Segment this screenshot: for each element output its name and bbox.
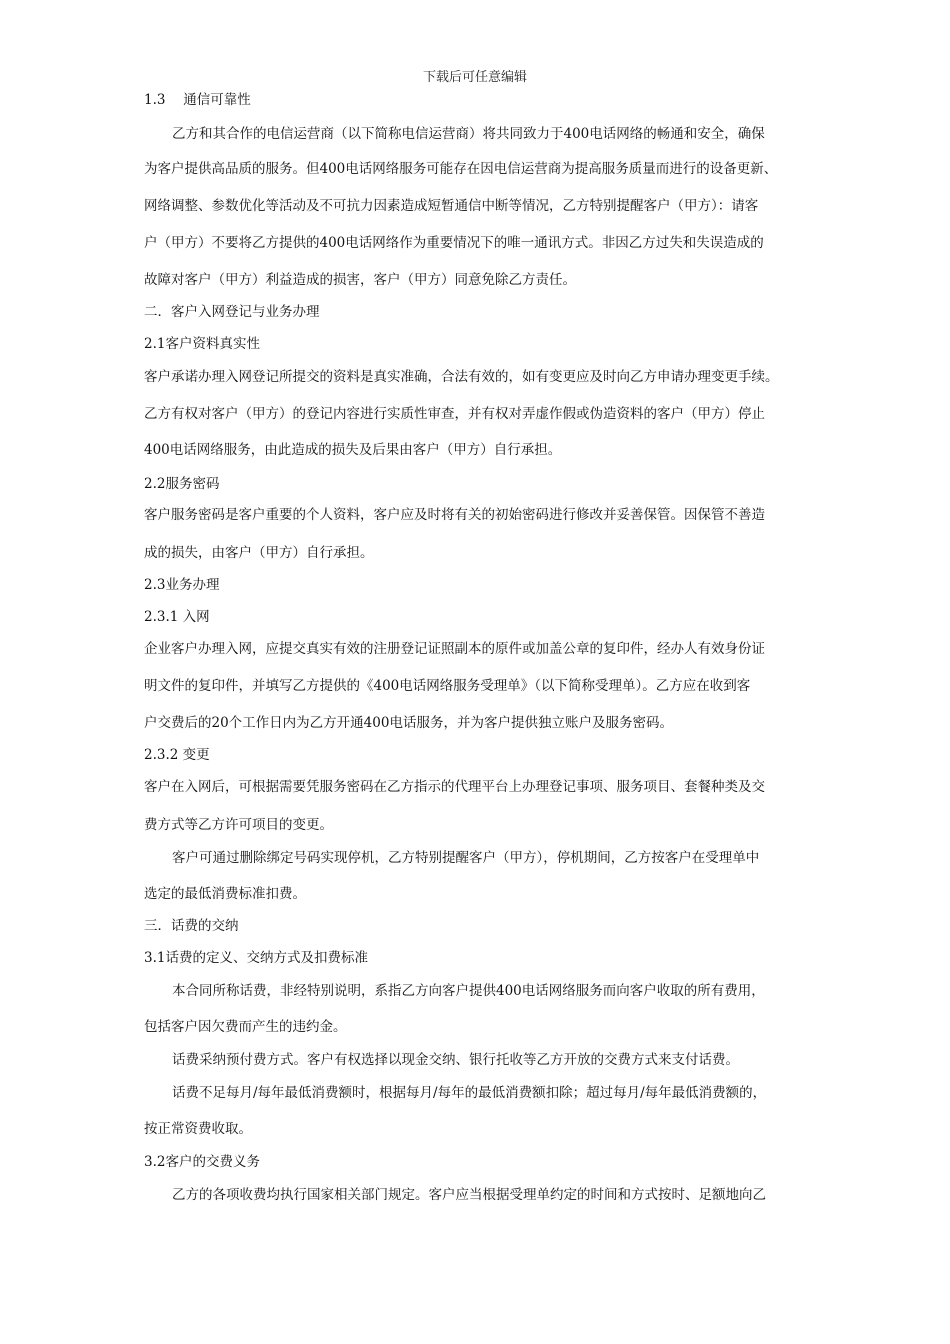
section-heading: 1.3 通信可靠性	[144, 92, 251, 108]
paragraph-line: 明文件的复印件，并填写乙方提供的《400电话网络服务受理单》（以下简称受理单）。乙方应在收到客	[144, 678, 751, 694]
paragraph-line: 户（甲方）不要将乙方提供的400电话网络作为重要情况下的唯一通讯方式。非因乙方过失和失误造成的	[144, 235, 764, 251]
paragraph-line: 选定的最低消费标准扣费。	[144, 886, 306, 902]
paragraph-line: 为客户提供高品质的服务。但400电话网络服务可能存在因电信运营商为提高服务质量而进行的设备更新、	[144, 161, 778, 177]
paragraph-line: 乙方和其合作的电信运营商（以下简称电信运营商）将共同致力于400电话网络的畅通和安全，确保	[172, 126, 765, 142]
section-heading: 2.2服务密码	[144, 476, 220, 492]
paragraph-line: 话费采纳预付费方式。客户有权选择以现金交纳、银行托收等乙方开放的交费方式来支付话费。	[172, 1052, 739, 1068]
section-heading: 二．客户入网登记与业务办理	[144, 304, 320, 320]
section-heading: 2.1客户资料真实性	[144, 336, 260, 352]
paragraph-line: 乙方有权对客户（甲方）的登记内容进行实质性审查，并有权对弄虚作假或伪造资料的客户（甲方）停止	[144, 406, 765, 422]
section-heading: 2.3业务办理	[144, 577, 220, 593]
paragraph-line: 网络调整、参数优化等活动及不可抗力因素造成短暂通信中断等情况，乙方特别提醒客户（甲方）：请客	[144, 198, 759, 214]
paragraph-line: 客户服务密码是客户重要的个人资料，客户应及时将有关的初始密码进行修改并妥善保管。因保管不善造	[144, 507, 765, 523]
paragraph-line: 话费不足每月/每年最低消费额时，根据每月/每年的最低消费额扣除；超过每月/每年最低消费额的，	[172, 1085, 767, 1101]
section-heading: 2.3.1 入网	[144, 609, 210, 625]
section-heading: 3.1话费的定义、交纳方式及扣费标准	[144, 950, 368, 966]
paragraph-line: 户交费后的20个工作日内为乙方开通400电话服务，并为客户提供独立账户及服务密码。	[144, 715, 673, 731]
paragraph-line: 企业客户办理入网，应提交真实有效的注册登记证照副本的原件或加盖公章的复印件，经办人有效身份证	[144, 641, 765, 657]
section-heading: 2.3.2 变更	[144, 747, 210, 763]
section-heading: 三．话费的交纳	[144, 918, 239, 934]
paragraph-line: 费方式等乙方许可项目的变更。	[144, 817, 333, 833]
paragraph-line: 客户承诺办理入网登记所提交的资料是真实准确，合法有效的，如有变更应及时向乙方申请办理变更手续。	[144, 369, 779, 385]
paragraph-line: 乙方的各项收费均执行国家相关部门规定。客户应当根据受理单约定的时间和方式按时、足额地向乙	[172, 1187, 766, 1203]
paragraph-line: 400电话网络服务，由此造成的损失及后果由客户（甲方）自行承担。	[144, 442, 562, 458]
paragraph-line: 按正常资费收取。	[144, 1121, 252, 1137]
paragraph-line: 成的损失，由客户（甲方）自行承担。	[144, 545, 374, 561]
page-header: 下载后可任意编辑	[422, 70, 527, 85]
paragraph-line: 客户可通过删除绑定号码实现停机，乙方特别提醒客户（甲方），停机期间，乙方按客户在受理单中	[172, 850, 760, 866]
paragraph-line: 故障对客户（甲方）利益造成的损害，客户（甲方）同意免除乙方责任。	[144, 272, 576, 288]
paragraph-line: 包括客户因欠费而产生的违约金。	[144, 1019, 347, 1035]
paragraph-line: 客户在入网后，可根据需要凭服务密码在乙方指示的代理平台上办理登记事项、服务项目、套餐种类及交	[144, 779, 765, 795]
paragraph-line: 本合同所称话费，非经特别说明，系指乙方向客户提供400电话网络服务而向客户收取的所有费用，	[172, 983, 765, 999]
section-heading: 3.2客户的交费义务	[144, 1154, 260, 1170]
